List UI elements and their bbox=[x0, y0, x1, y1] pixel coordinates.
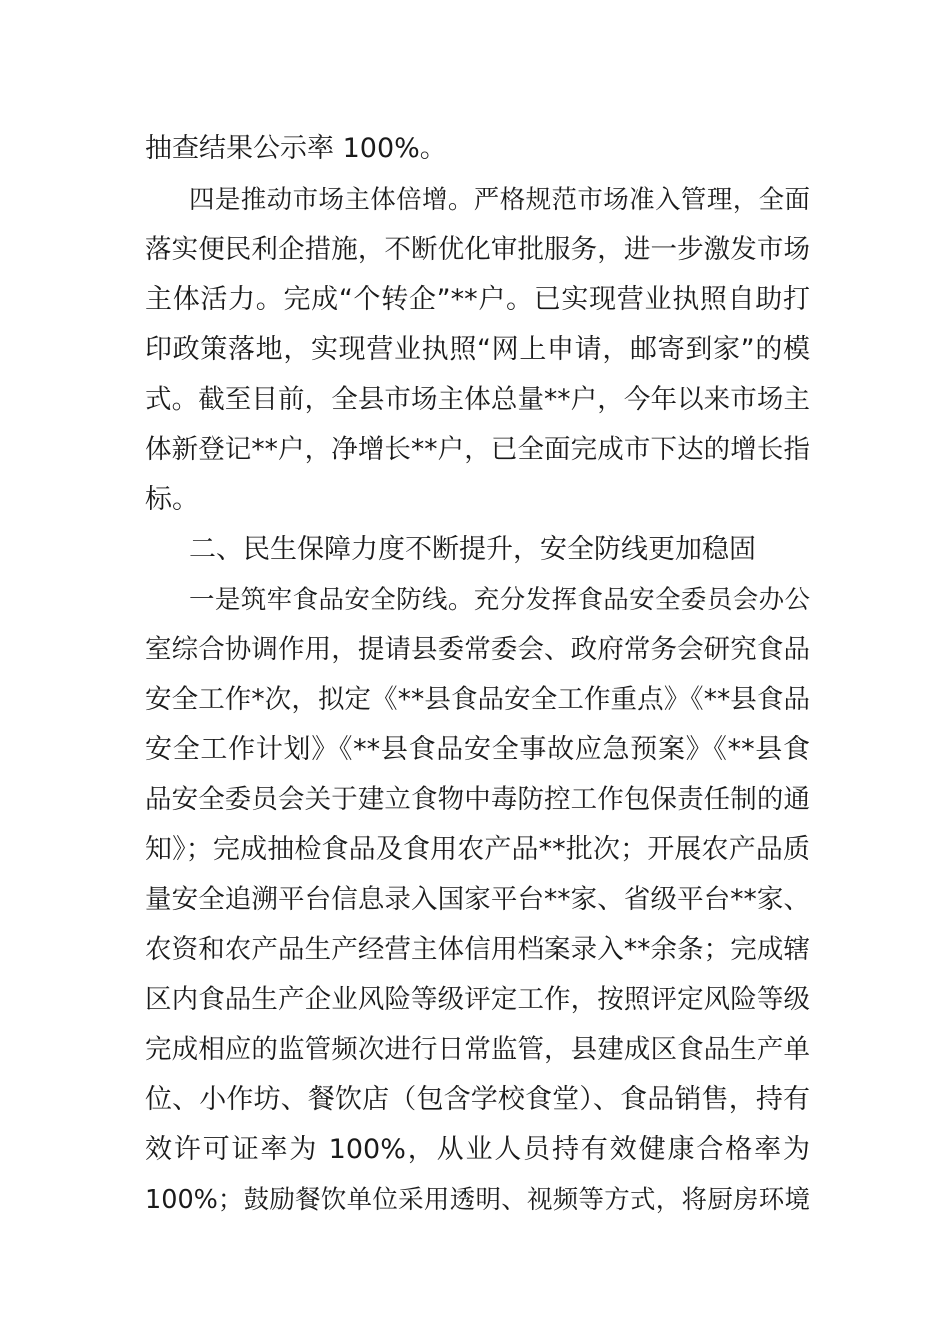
text-line: 区内食品生产企业风险等级评定工作，按照评定风险等级 bbox=[145, 984, 810, 1015]
text-line: 式。截至目前，全县市场主体总量**户，今年以来市场主 bbox=[145, 384, 810, 415]
text-line: 四是推动市场主体倍增。严格规范市场准入管理，全面 bbox=[189, 185, 810, 215]
text-line: 主体活力。完成“个转企”**户。已实现营业执照自助打 bbox=[145, 284, 810, 315]
text-line: 完成相应的监管频次进行日常监管，县建成区食品生产单 bbox=[145, 1034, 810, 1065]
text-line: 知》；完成抽检食品及食用农产品**批次；开展农产品质 bbox=[145, 834, 810, 865]
section-heading: 二、民生保障力度不断提升，安全防线更加稳固 bbox=[189, 534, 756, 565]
text-line: 室综合协调作用，提请县委常委会、政府常务会研究食品 bbox=[145, 634, 810, 665]
text-line: 位、小作坊、餐饮店（包含学校食堂）、食品销售，持有 bbox=[145, 1084, 810, 1115]
text-line: 品安全委员会关于建立食物中毒防控工作包保责任制的通 bbox=[145, 784, 810, 815]
text-line: 一是筑牢食品安全防线。充分发挥食品安全委员会办公 bbox=[189, 585, 810, 615]
text-line: 农资和农产品生产经营主体信用档案录入**余条；完成辖 bbox=[145, 934, 810, 965]
text-line: 标。 bbox=[145, 484, 199, 515]
text-line: 安全工作*次，拟定《**县食品安全工作重点》《**县食品 bbox=[145, 684, 810, 715]
text-line: 抽查结果公示率 100%。 bbox=[145, 133, 447, 164]
text-line: 安全工作计划》《**县食品安全事故应急预案》《**县食 bbox=[145, 734, 810, 765]
text-line: 100%；鼓励餐饮单位采用透明、视频等方式，将厨房环境 bbox=[145, 1185, 810, 1215]
text-line: 量安全追溯平台信息录入国家平台**家、省级平台**家、 bbox=[145, 884, 810, 915]
text-line: 效许可证率为 100%，从业人员持有效健康合格率为 bbox=[145, 1134, 810, 1165]
text-line: 体新登记**户，净增长**户，已全面完成市下达的增长指 bbox=[145, 434, 810, 465]
text-line: 落实便民利企措施，不断优化审批服务，进一步激发市场 bbox=[145, 234, 810, 265]
text-line: 印政策落地，实现营业执照“网上申请，邮寄到家”的模 bbox=[145, 334, 810, 365]
